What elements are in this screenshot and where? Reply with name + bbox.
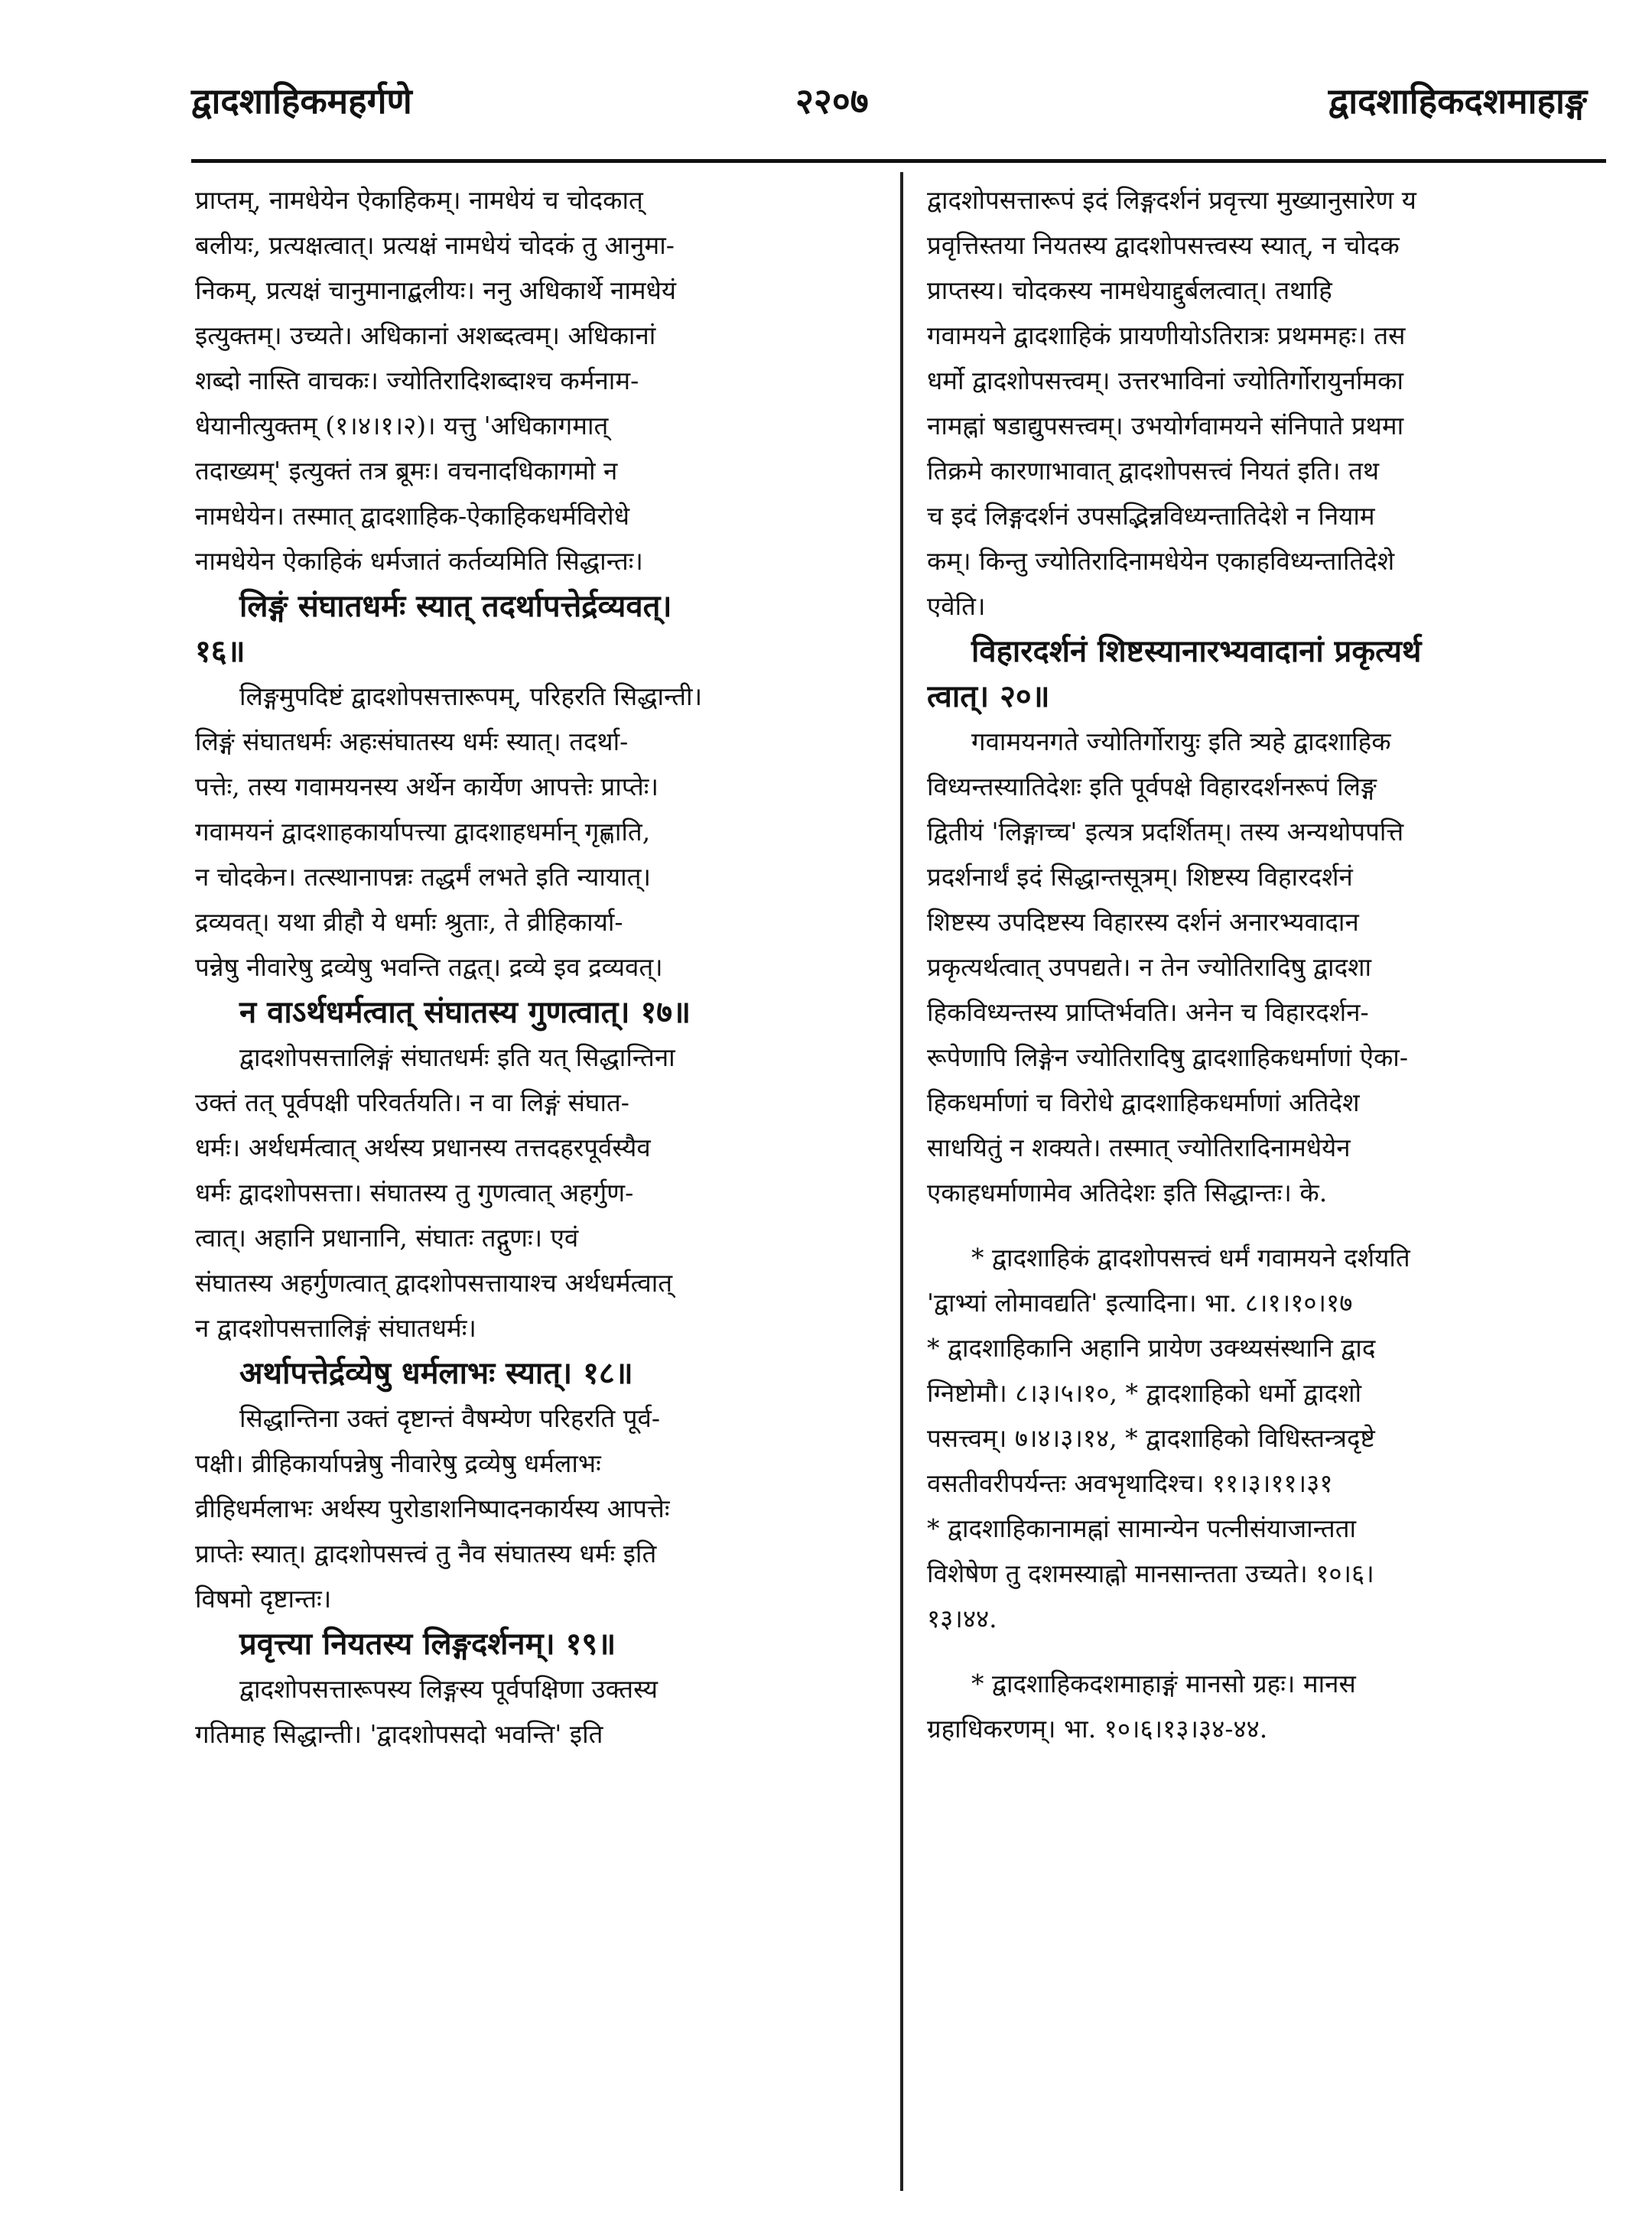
text-line: द्वितीयं 'लिङ्गाच्च' इत्यत्र प्रदर्शितम्। तस्य अन्यथोपपत्ति xyxy=(927,817,1404,847)
text-line: नामह्नां षडाद्युपसत्त्वम्। उभयोर्गवामयने संनिपाते प्रथमा xyxy=(927,411,1404,440)
text-line: च इदं लिङ्गदर्शनं उपसद्भिन्नविध्यन्तातिदेशे न नियाम xyxy=(927,501,1375,531)
text-line: लिङ्गं संघातधर्मः अहःसंघातस्य धर्मः स्यात्। तदर्था- xyxy=(195,726,629,756)
text-line: त्वात्। अहानि प्रधानानि, संघातः तद्गुणः। एवं xyxy=(195,1223,579,1253)
text-line: इत्युक्तम्। उच्यते। अधिकानां अशब्दत्वम्। अधिकानां xyxy=(195,320,656,350)
spacer xyxy=(927,1215,1600,1235)
sutra-heading: विहारदर्शनं शिष्टस्यानारभ्यवादानां प्रकृत्यर्थ xyxy=(971,633,1422,669)
page-number: २२०७ xyxy=(795,80,869,122)
text-line: पन्नेषु नीवारेषु द्रव्येषु भवन्ति तद्वत्। द्रव्ये इव द्रव्यवत्। xyxy=(195,952,663,982)
footnote-line: * द्वादशाहिकदशमाहाङ्गं मानसो ग्रहः। मानस xyxy=(971,1669,1356,1698)
header-rule xyxy=(191,159,1606,163)
text-line: प्राप्तस्य। चोदकस्य नामधेयाद्दुर्बलत्वात्। तथाहि xyxy=(927,275,1332,305)
text-line: कम्। किन्तु ज्योतिरादिनामधेयेन एकाहविध्यन्तातिदेशे xyxy=(927,546,1395,576)
footnote-line: 'द्वाभ्यां लोमावद्यति' इत्यादिना। भा. ८।१।१०।१७ xyxy=(927,1288,1353,1318)
text-line: द्वादशोपसत्तारूपस्य लिङ्गस्य पूर्वपक्षिणा उक्तस्य xyxy=(239,1674,659,1704)
text-line: नामधेयेन ऐकाहिकं धर्मजातं कर्तव्यमिति सिद्धान्तः। xyxy=(195,546,643,576)
footnote-line: वसतीवरीपर्यन्तः अवभृथादिश्च। ११।३।११।३१ xyxy=(927,1468,1333,1498)
left-column xyxy=(195,177,880,1757)
running-head-left: द्वादशाहिकमहर्गणे xyxy=(191,80,412,122)
sutra-heading: अर्थापत्तेर्द्रव्येषु धर्मलाभः स्यात्। १८॥ xyxy=(239,1355,633,1391)
text-line: द्वादशोपसत्तारूपं इदं लिङ्गदर्शनं प्रवृत्त्या मुख्यानुसारेण य xyxy=(927,185,1416,215)
text-line: द्रव्यवत्। यथा व्रीहौ ये धर्माः श्रुताः, ते व्रीहिकार्या- xyxy=(195,907,623,937)
text-line: निकम्, प्रत्यक्षं चानुमानाद्बलीयः। ननु अधिकार्थे नामधेयं xyxy=(195,275,677,305)
text-line: एकाहधर्माणामेव अतिदेशः इति सिद्धान्तः। के. xyxy=(927,1178,1328,1208)
footnote-line: ग्निष्टोमौ। ८।३।५।१०, * द्वादशाहिको धर्मो द्वादशो xyxy=(927,1378,1362,1408)
sutra-heading: प्रवृत्त्या नियतस्य लिङ्गदर्शनम्। १९॥ xyxy=(239,1626,616,1662)
text-line: प्रकृत्यर्थत्वात् उपपद्यते। न तेन ज्योतिरादिषु द्वादशा xyxy=(927,952,1372,982)
text-line: साधयितुं न शक्यते। तस्मात् ज्योतिरादिनामधेयेन xyxy=(927,1133,1351,1162)
text-line: प्राप्तम्, नामधेयेन ऐकाहिकम्। नामधेयं च चोदकात् xyxy=(195,185,643,215)
text-line: गवामयनं द्वादशाहकार्यापत्त्या द्वादशाहधर्मान् गृह्णाति, xyxy=(195,817,651,847)
footnote-line: १३।४४. xyxy=(927,1604,997,1633)
text-line: प्रवृत्तिस्तया नियतस्य द्वादशोपसत्त्वस्य स्यात्, न चोदक xyxy=(927,230,1400,260)
sutra-number: त्वात्। २०॥ xyxy=(927,678,1050,714)
text-line: धर्मः द्वादशोपसत्ता। संघातस्य तु गुणत्वात् अहर्गुण- xyxy=(195,1178,634,1208)
text-line: तिक्रमे कारणाभावात् द्वादशोपसत्त्वं नियतं इति। तथ xyxy=(927,456,1380,486)
text-line: न चोदकेन। तत्स्थानापन्नः तद्धर्मं लभते इति न्यायात्। xyxy=(195,862,651,892)
text-line: धर्मो द्वादशोपसत्त्वम्। उत्तरभाविनां ज्योतिर्गोरायुर्नामका xyxy=(927,366,1404,395)
footnote-line: विशेषेण तु दशमस्याह्नो मानसान्तता उच्यते। १०।६। xyxy=(927,1559,1374,1588)
spacer xyxy=(927,1641,1600,1661)
text-line: शिष्टस्य उपदिष्टस्य विहारस्य दर्शनं अनारभ्यवादान xyxy=(927,907,1359,937)
text-line: पत्तेः, तस्य गवामयनस्य अर्थेन कार्येण आपत्तेः प्राप्तेः। xyxy=(195,772,659,801)
footnote-line: पसत्त्वम्। ७।४।३।१४, * द्वादशाहिको विधिस्तन्त्रदृष्टे xyxy=(927,1423,1375,1453)
text-line: प्रदर्शनार्थं इदं सिद्धान्तसूत्रम्। शिष्टस्य विहारदर्शनं xyxy=(927,862,1353,892)
text-line: रूपेणापि लिङ्गेन ज्योतिरादिषु द्वादशाहिकधर्माणां ऐका- xyxy=(927,1042,1408,1072)
text-line: पक्षी। व्रीहिकार्यापन्नेषु नीवारेषु द्रव्येषु धर्मलाभः xyxy=(195,1448,601,1478)
footnote-line: * द्वादशाहिकानि अहानि प्रायेण उक्थ्यसंस्थानि द्वाद xyxy=(927,1333,1376,1363)
text-line: सिद्धान्तिना उक्तं दृष्टान्तं वैषम्येण परिहरति पूर्व- xyxy=(239,1403,661,1433)
running-head-right: द्वादशाहिकदशमाहाङ्ग xyxy=(1328,80,1587,122)
right-column xyxy=(927,177,1600,1751)
text-line: तदाख्यम्' इत्युक्तं तत्र ब्रूमः। वचनादधिकागमो न xyxy=(195,456,618,486)
sutra-heading: न वाऽर्थधर्मत्वात् संघातस्य गुणत्वात्। १७॥ xyxy=(239,994,691,1030)
text-line: गवामयनगते ज्योतिर्गोरायुः इति त्र्यहे द्वादशाहिक xyxy=(971,726,1391,756)
text-line: बलीयः, प्रत्यक्षत्वात्। प्रत्यक्षं नामधेयं चोदकं तु आनुमा- xyxy=(195,230,675,260)
sutra-number: १६॥ xyxy=(195,633,246,669)
footnote-line: * द्वादशाहिकानामह्नां सामान्येन पत्नीसंयाजान्तता xyxy=(927,1513,1357,1543)
text-line: लिङ्गमुपदिष्टं द्वादशोपसत्तारूपम्, परिहरति सिद्धान्ती। xyxy=(239,681,703,711)
text-line: हिकविध्यन्तस्य प्राप्तिर्भवति। अनेन च विहारदर्शन- xyxy=(927,997,1369,1027)
text-line: न द्वादशोपसत्तालिङ्गं संघातधर्मः। xyxy=(195,1313,476,1343)
text-line: उक्तं तत् पूर्वपक्षी परिवर्तयति। न वा लिङ्गं संघात- xyxy=(195,1087,629,1117)
text-line: व्रीहिधर्मलाभः अर्थस्य पुरोडाशनिष्पादनकार्यस्य आपत्तेः xyxy=(195,1494,670,1523)
footnote-line: ग्रहाधिकरणम्। भा. १०।६।१३।३४-४४. xyxy=(927,1714,1268,1744)
text-line: विषमो दृष्टान्तः। xyxy=(195,1584,332,1614)
text-line: एवेति। xyxy=(927,591,986,621)
text-line: शब्दो नास्ति वाचकः। ज्योतिरादिशब्दाश्च कर्मनाम- xyxy=(195,366,639,395)
text-line: नामधेयेन। तस्मात् द्वादशाहिक-ऐकाहिकधर्मविरोधे xyxy=(195,501,629,531)
text-line: धेयानीत्युक्तम् (१।४।१।२)। यत्तु 'अधिकागमात् xyxy=(195,411,609,440)
footnote-line: * द्वादशाहिकं द्वादशोपसत्त्वं धर्मं गवामयने दर्शयति xyxy=(971,1243,1410,1273)
sutra-heading: लिङ्गं संघातधर्मः स्यात् तदर्थापत्तेर्द्रव्यवत्। xyxy=(239,588,672,624)
column-divider xyxy=(900,172,903,2191)
text-line: विध्यन्तस्यातिदेशः इति पूर्वपक्षे विहारदर्शनरूपं लिङ्ग xyxy=(927,772,1377,801)
text-line: संघातस्य अहर्गुणत्वात् द्वादशोपसत्तायाश्च अर्थधर्मत्वात् xyxy=(195,1268,673,1298)
text-line: गतिमाह सिद्धान्ती। 'द्वादशोपसदो भवन्ति' इति xyxy=(195,1719,603,1749)
text-line: प्राप्तेः स्यात्। द्वादशोपसत्त्वं तु नैव संघातस्य धर्मः इति xyxy=(195,1539,657,1568)
text-line: गवामयने द्वादशाहिकं प्रायणीयोऽतिरात्रः प्रथममहः। तस xyxy=(927,320,1406,350)
text-line: धर्मः। अर्थधर्मत्वात् अर्थस्य प्रधानस्य तत्तदहरपूर्वस्यैव xyxy=(195,1133,651,1162)
text-line: द्वादशोपसत्तालिङ्गं संघातधर्मः इति यत् सिद्धान्तिना xyxy=(239,1042,675,1072)
text-line: हिकधर्माणां च विरोधे द्वादशाहिकधर्माणां अतिदेश xyxy=(927,1087,1360,1117)
